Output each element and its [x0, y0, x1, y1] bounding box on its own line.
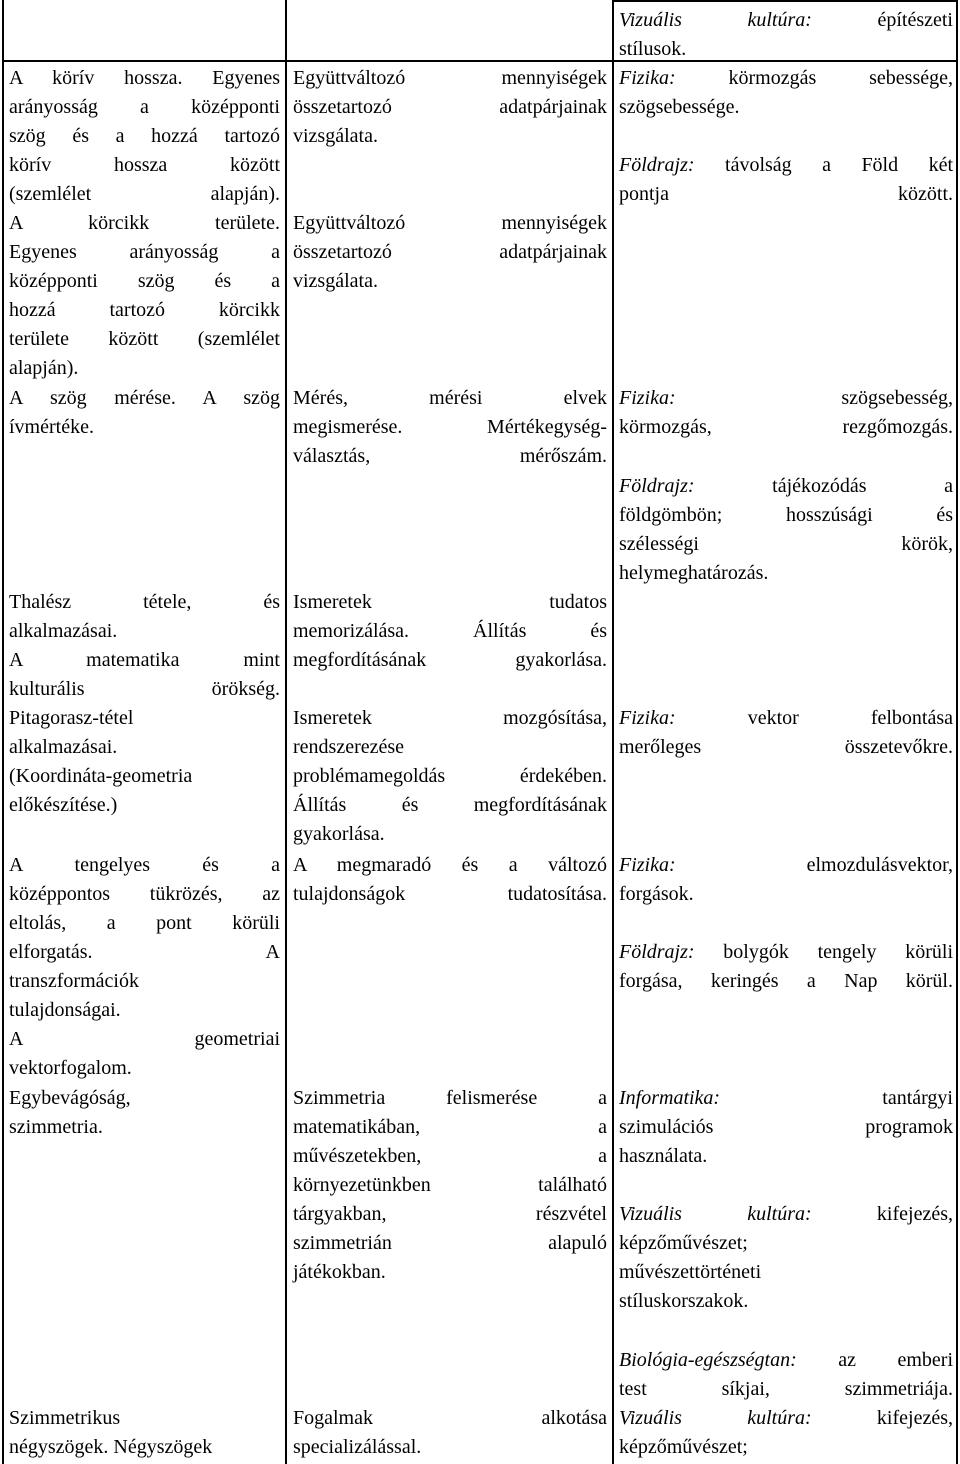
dev-covariant-1: Együttváltozó mennyiségek összetartozó adatpárjainak vizsgálata.	[293, 67, 607, 147]
topic-transformations: A tengelyes és a középpontos tükrözés, az eltolás, a pont körüli elforgatás. A transzformációk tulajdonságai.	[9, 854, 280, 1021]
link-geography-distance: Földrajz: távolság a Föld két pontja között.	[619, 154, 953, 205]
link-physics-vector-decomposition: Fizika: vektor felbontása merőleges összetevőkre.	[619, 707, 953, 758]
topic-vector-concept: A geometriai vektorfogalom.	[9, 1028, 280, 1079]
subject-label: Informatika:	[619, 1087, 721, 1109]
subject-label: Földrajz:	[619, 475, 695, 497]
subject-label: Vizuális kultúra:	[619, 1203, 812, 1225]
link-informatics-simulations: Informatika: tantárgyi szimulációs programok használata.	[619, 1087, 953, 1167]
link-physics-circular-motion: Fizika: körmozgás sebessége, szögsebessége.	[619, 67, 953, 118]
link-physics-displacement: Fizika: elmozdulásvektor, forgások.	[619, 854, 953, 905]
topic-sector-area: A körcikk területe. Egyenes arányosság a középponti szög és a hozzá tartozó körcikk területe között (szemlélet alapján).	[9, 212, 280, 379]
development-column	[293, 0, 607, 1464]
table-border-left	[2, 0, 4, 1464]
dev-memorization: Ismeretek tudatos memorizálása. Állítás és megfordításának gyakorlása.	[293, 591, 607, 671]
subject-label: Vizuális kultúra:	[619, 9, 812, 31]
column-divider-2	[612, 0, 614, 1464]
topic-cultural-heritage: A matematika mint kulturális örökség.	[9, 649, 280, 700]
topic-pythagoras: Pitagorasz-tétel alkalmazásai. (Koordináta-geometria előkészítése.)	[9, 707, 193, 816]
dev-concept-forming: Fogalmak alkotása specializálással.	[293, 1407, 607, 1458]
curriculum-table	[2, 0, 958, 1464]
link-visual-architecture: Vizuális kultúra: építészeti stílusok.	[619, 9, 953, 60]
subject-label: Földrajz:	[619, 941, 695, 963]
table-border-right	[956, 0, 958, 1464]
topics-column	[9, 0, 280, 1464]
dev-statement-practice: Állítás és megfordításának gyakorlása.	[293, 794, 607, 845]
link-visual-expression: Vizuális kultúra: kifejezés, képzőművészet;	[619, 1407, 953, 1458]
link-biology-body-planes: Biológia-egészségtan: az emberi test síkjai, szimmetriája.	[619, 1349, 953, 1400]
topic-angle-measure: A szög mérése. A szög ívmértéke.	[9, 387, 280, 438]
dev-mobilization: Ismeretek mozgósítása, rendszerezése problémamegoldás érdekében.	[293, 707, 607, 787]
subject-label: Biológia-egészségtan:	[619, 1349, 797, 1371]
link-geography-planets: Földrajz: bolygók tengely körüli forgása, keringés a Nap körül.	[619, 941, 953, 992]
subject-label: Fizika:	[619, 707, 676, 729]
topic-congruence: Egybevágóság, szimmetria.	[9, 1087, 131, 1138]
link-physics-angular-velocity: Fizika: szögsebesség, körmozgás, rezgőmozgás.	[619, 387, 953, 438]
connections-column	[619, 0, 953, 1464]
topic-thales: Thalész tétele, és alkalmazásai.	[9, 591, 280, 642]
dev-measurement: Mérés, mérési elvek megismerése. Mértékegység- választás, mérőszám.	[293, 387, 607, 467]
subject-label: Földrajz:	[619, 154, 695, 176]
dev-invariants: A megmaradó és a változó tulajdonságok tudatosítása.	[293, 854, 607, 905]
dev-covariant-2: Együttváltozó mennyiségek összetartozó adatpárjainak vizsgálata.	[293, 212, 607, 292]
topic-symmetric-quadrilaterals: Szimmetrikus négyszögek. Négyszögek	[9, 1407, 213, 1458]
link-visual-art-history: Vizuális kultúra: kifejezés, képzőművészet; művészettörténeti stíluskorszakok.	[619, 1203, 953, 1312]
subject-label: Fizika:	[619, 854, 676, 876]
subject-label: Vizuális kultúra:	[619, 1407, 812, 1429]
column-divider-1	[285, 0, 287, 1464]
link-geography-orientation: Földrajz: tájékozódás a földgömbön; hosszúsági és szélességi körök, helymeghatározás.	[619, 475, 953, 584]
subject-label: Fizika:	[619, 387, 676, 409]
topic-arc-length: A körív hossza. Egyenes arányosság a középponti szög és a hozzá tartozó körív hossza között (szemlélet alapján).	[9, 67, 280, 205]
subject-label: Fizika:	[619, 67, 676, 89]
dev-symmetry-recognition: Szimmetria felismerése a matematikában, a művészetekben, a környezetünkben található tárgyakban, részvétel szimmetrián alapuló játékokban.	[293, 1087, 607, 1283]
